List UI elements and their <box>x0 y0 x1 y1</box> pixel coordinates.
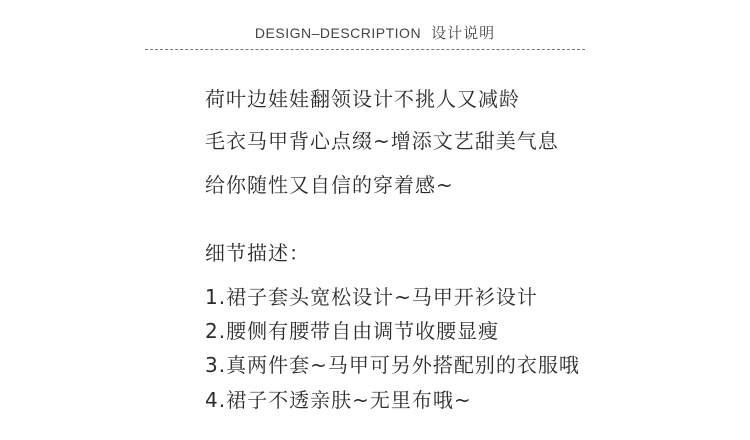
details-heading: 细节描述： <box>205 241 310 265</box>
section-header <box>0 22 750 44</box>
header-title-cn: 设计说明 <box>431 24 496 42</box>
intro-line: 毛衣马甲背心点缀~增添文艺甜美气息 <box>205 129 559 153</box>
header-divider <box>145 49 585 50</box>
detail-item: 1.裙子套头宽松设计~马甲开衫设计 <box>205 285 538 309</box>
intro-line: 荷叶边娃娃翻领设计不挑人又减龄 <box>205 87 520 111</box>
header-title-en: DESIGN–DESCRIPTION <box>254 25 422 41</box>
detail-item: 3.真两件套~马甲可另外搭配别的衣服哦 <box>205 353 580 377</box>
detail-item: 4.裙子不透亲肤~无里布哦~ <box>205 388 472 412</box>
intro-line: 给你随性又自信的穿着感~ <box>205 173 454 197</box>
detail-item: 2.腰侧有腰带自由调节收腰显瘦 <box>205 319 500 343</box>
